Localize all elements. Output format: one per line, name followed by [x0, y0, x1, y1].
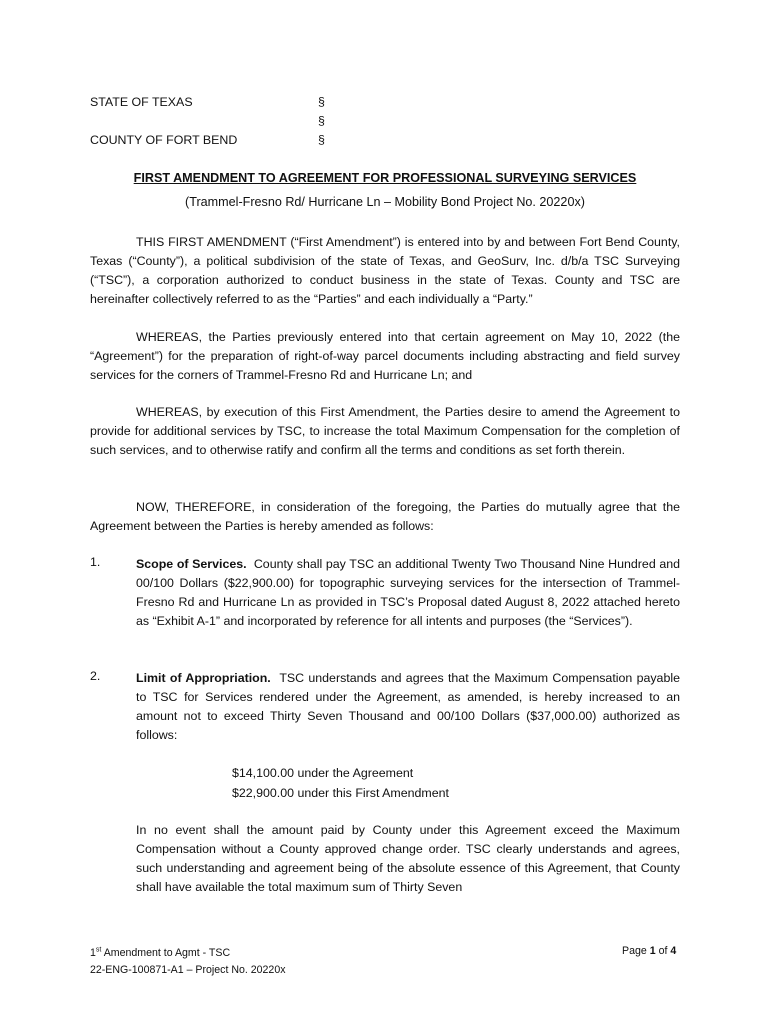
- caption-county-row: [90, 133, 325, 147]
- item-body: Limit of Appropriation. TSC understands and agrees that the Maximum Compensation payable to TSC for Services rendered under the Agreement, as amended, is hereby increased to an amount not to exceed Thirty Seven Thousand and 00/100 Dollars ($37,000.00) authorized as follows:: [136, 671, 680, 742]
- amount-first-amendment: $22,900.00 under this First Amendment: [232, 786, 449, 800]
- section-mark: §: [318, 114, 325, 128]
- caption-county: COUNTY OF FORT BEND: [90, 133, 238, 147]
- amount-agreement: $14,100.00 under the Agreement: [232, 766, 414, 780]
- list-item-scope: [90, 555, 680, 631]
- footer-left: [90, 945, 286, 979]
- document-title: FIRST AMENDMENT TO AGREEMENT FOR PROFESSIONAL SURVEYING SERVICES: [133, 171, 637, 185]
- item-heading: Scope of Services: [136, 557, 244, 571]
- footer-line-1: 1st Amendment to Agmt - TSC: [90, 946, 231, 959]
- page-number: Page 1 of 4: [622, 945, 677, 957]
- preamble-paragraph: THIS FIRST AMENDMENT (“First Amendment”) is entered into by and between Fort Bend County, Texas (“County”), a political subdivision of the state of Texas, and GeoSurv, Inc. d/b/a TSC Surveying (“TSC”), a corporation authorized to conduct business in the state of Texas. County and TSC are hereinafter collectively referred to as the “Parties” and each individually a “Party.”: [90, 235, 680, 306]
- footer-line-2: 22-ENG-100871-A1 – Project No. 20220x: [90, 964, 286, 976]
- continuation-paragraph: In no event shall the amount paid by County under this Agreement exceed the Maximum Compensation without a County approved change order. TSC clearly understands and agrees, such understanding and agreement being of the absolute essence of this Agreement, that County shall have available the total maximum sum of Thirty Seven: [136, 823, 680, 894]
- item-body: Scope of Services. County shall pay TSC an additional Twenty Two Thousand Nine Hundred and 00/100 Dollars ($22,900.00) for topographic surveying services for the intersection of Trammel-Fresno Rd and Hurricane Ln as provided in TSC’s Proposal dated August 8, 2022 attached hereto as “Exhibit A-1” and incorporated by reference for all intents and purposes (the “Services”).: [136, 557, 681, 628]
- whereas-paragraph-2: WHEREAS, by execution of this First Amendment, the Parties desire to amend the Agreement to provide for additional services by TSC, to increase the total Maximum Compensation for the completion of such services, and to otherwise ratify and confirm all the terms and conditions as set forth therein.: [90, 405, 680, 457]
- section-mark: §: [318, 133, 325, 147]
- item-number: 2.: [90, 669, 101, 683]
- whereas-paragraph-1: WHEREAS, the Parties previously entered into that certain agreement on May 10, 2022 (the “Agreement”) for the preparation of right-of-way parcel documents including abstracting and field survey services for the corners of Trammel-Fresno Rd and Hurricane Ln; and: [90, 330, 680, 382]
- list-item-limit: [90, 669, 680, 745]
- item-number: 1.: [90, 555, 101, 569]
- continuation-block: [90, 821, 680, 897]
- caption-state: STATE OF TEXAS: [90, 95, 193, 109]
- document-subtitle: (Trammel-Fresno Rd/ Hurricane Ln – Mobility Bond Project No. 20220x): [185, 195, 585, 209]
- item-heading: Limit of Appropriation.: [136, 671, 271, 685]
- now-therefore-paragraph: NOW, THEREFORE, in consideration of the foregoing, the Parties do mutually agree that the Agreement between the Parties is hereby amended as follows:: [90, 500, 680, 533]
- section-mark: §: [318, 95, 325, 109]
- amounts-list: [232, 763, 449, 803]
- caption-state-row: [90, 95, 325, 109]
